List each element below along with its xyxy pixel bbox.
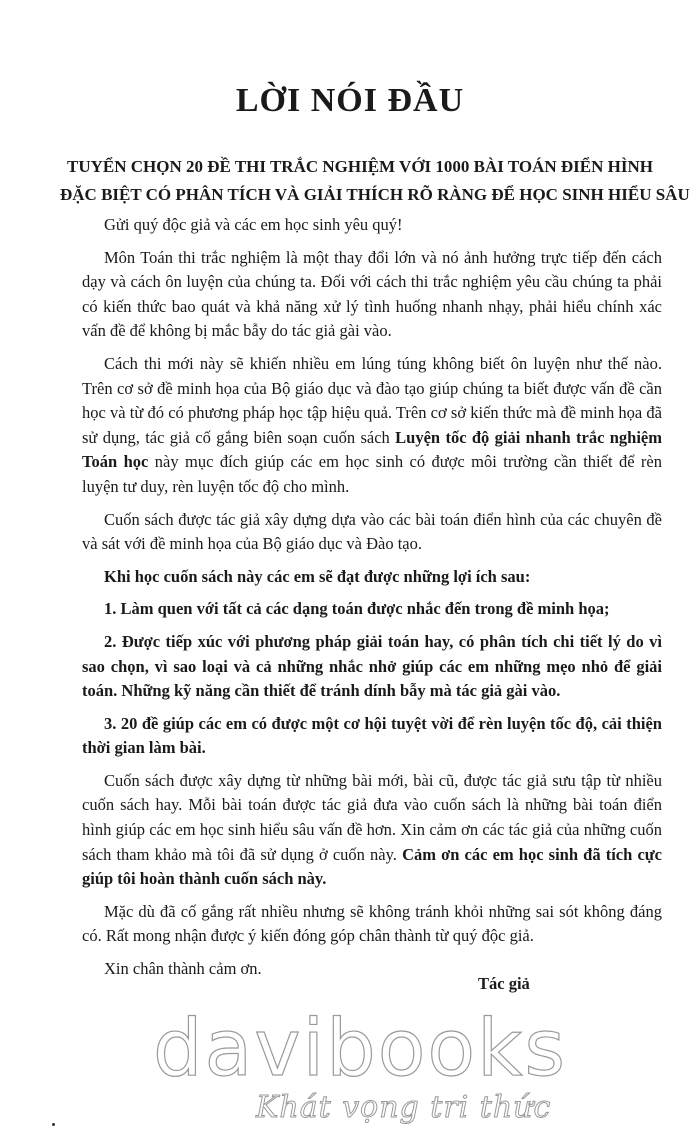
author-signature: Tác giả bbox=[478, 974, 530, 993]
paragraph-2 bbox=[82, 352, 662, 500]
thanks-emphasis: Cảm ơn các em học sinh đã tích cực giúp tôi hoàn thành cuốn sách này. bbox=[82, 844, 662, 889]
paragraph-8 bbox=[82, 769, 662, 892]
page-title: LỜI NÓI ĐẦU bbox=[235, 82, 465, 119]
paragraph-9: Mặc dù đã cố gắng rất nhiều nhưng sẽ không tránh khỏi những sai sót không đáng có. Rất mong nhận được ý kiến đóng góp chân thành từ quý độc giả. bbox=[82, 901, 662, 946]
paragraph-3: Cuốn sách được tác giả xây dựng dựa vào các bài toán điển hình của các chuyên đề và sát với đề minh họa của Bộ giáo dục và Đào tạo. bbox=[82, 509, 662, 554]
subtitle-line-2: ĐẶC BIỆT CÓ PHÂN TÍCH VÀ GIẢI THÍCH RÕ RÀNG ĐỂ HỌC SINH HIỂU SÂU bbox=[60, 185, 690, 204]
paragraph-8-text: Cuốn sách được xây dựng từ những bài mới, bài cũ, được tác giả sưu tập từ nhiều cuốn sách hay. Mỗi bài toán được tác giả đưa vào cuốn sách là những bài toán điển hình giúp các em học sinh hiểu sâu vấn đề hơn. Xin cảm ơn các tác giả của những cuốn sách tham khảo mà tôi đã sử dụng ở cuốn này. bbox=[82, 770, 662, 864]
paragraph-1: Môn Toán thi trắc nghiệm là một thay đổi lớn và nó ảnh hưởng trực tiếp đến cách dạy và cách ôn luyện của chúng ta. Đối với cách thi trắc nghiệm yêu cầu chúng ta phải có kiến thức bao quát và khả năng xử lý tình huống nhanh nhạy, phải hiểu chính xác vấn đề để không bị mắc bẫy do tác giả gài vào. bbox=[82, 247, 662, 341]
watermark-tagline: Khát vọng tri thức bbox=[256, 1090, 552, 1125]
paragraph-2-text-a: Cách thi mới này sẽ khiến nhiều em lúng túng không biết ôn luyện như thế nào. Trên cơ sở đề minh họa của Bộ giáo dục và đào tạo giúp chúng ta biết được vấn đề cần học và từ đó có phương pháp học tập hiệu quả. Trên cơ sở kiến thức mà đề minh họa đã sử dụng, tác giả cố gắng biên soạn cuốn sách bbox=[82, 353, 662, 447]
watermark-brand: davibooks bbox=[153, 1004, 567, 1094]
subtitle-line-1: TUYỂN CHỌN 20 ĐỀ THI TRẮC NGHIỆM VỚI 1000 BÀI TOÁN ĐIỂN HÌNH bbox=[67, 157, 653, 176]
benefit-item-2: 2. Được tiếp xúc với phương pháp giải toán hay, có phân tích chi tiết lý do vì sao chọn, vì sao loại và cả những nhắc nhở giúp các em những mẹo nhỏ để giải toán. Những kỹ năng cần thiết để tránh dính bẫy mà tác giả gài vào. bbox=[82, 631, 662, 701]
benefit-item-1: 1. Làm quen với tất cả các dạng toán được nhắc đến trong đề minh họa; bbox=[104, 599, 610, 619]
greeting-paragraph: Gửi quý độc giả và các em học sinh yêu quý! bbox=[104, 215, 403, 234]
print-speck bbox=[52, 1123, 55, 1126]
book-title-emphasis: Luyện tốc độ giải nhanh trắc nghiệm Toán học bbox=[82, 427, 662, 472]
benefits-intro: Khi học cuốn sách này các em sẽ đạt được những lợi ích sau: bbox=[104, 566, 531, 586]
benefit-item-3: 3. 20 đề giúp các em có được một cơ hội tuyệt vời để rèn luyện tốc độ, cải thiện thời gian làm bài. bbox=[82, 713, 662, 758]
preface-body bbox=[82, 213, 662, 990]
paragraph-2-text-b: này mục đích giúp các em học sinh có được môi trường cần thiết để rèn luyện tư duy, rèn luyện tốc độ cho mình. bbox=[82, 452, 663, 496]
closing-line: Xin chân thành cảm ơn. bbox=[104, 959, 262, 979]
